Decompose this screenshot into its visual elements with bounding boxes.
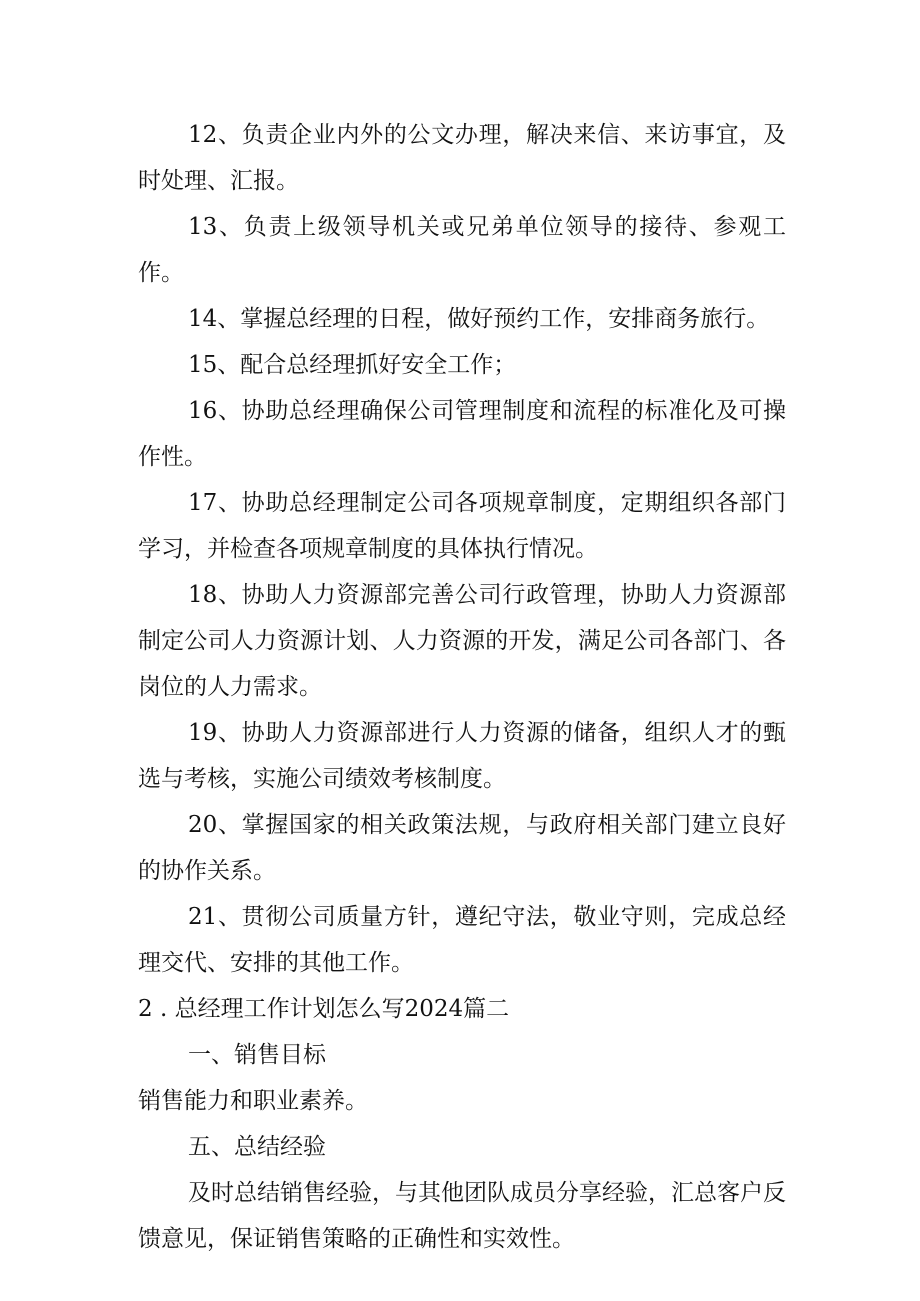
- list-item-13: 13、负责上级领导机关或兄弟单位领导的接待、参观工作。: [138, 214, 786, 286]
- list-item-18: 18、协助人力资源部完善公司行政管理，协助人力资源部制定公司人力资源计划、人力资源的开发，满足公司各部门、各岗位的人力需求。: [138, 582, 786, 700]
- list-item-15: 15、配合总经理抓好安全工作；: [188, 352, 517, 378]
- list-item-16: 16、协助总经理确保公司管理制度和流程的标准化及可操作性。: [138, 398, 786, 470]
- list-item-17: 17、协助总经理制定公司各项规章制度，定期组织各部门学习，并检查各项规章制度的具体执行情况。: [138, 490, 786, 562]
- body-line-sales-ability: 销售能力和职业素养。: [138, 1088, 368, 1114]
- list-item-20: 20、掌握国家的相关政策法规，与政府相关部门建立良好的协作关系。: [138, 812, 786, 884]
- sub-heading-sales-target: 一、销售目标: [188, 1042, 326, 1068]
- document-body: [138, 112, 786, 1262]
- list-item-19: 19、协助人力资源部进行人力资源的储备，组织人才的甄选与考核，实施公司绩效考核制度。: [138, 720, 786, 792]
- sub-heading-summary: 五、总结经验: [188, 1134, 326, 1160]
- section-heading: 2 . 总经理工作计划怎么写2024篇二: [138, 996, 510, 1022]
- list-item-21: 21、贯彻公司质量方针，遵纪守法，敬业守则，完成总经理交代、安排的其他工作。: [138, 904, 786, 976]
- summary-paragraph: 及时总结销售经验，与其他团队成员分享经验，汇总客户反馈意见，保证销售策略的正确性和实效性。: [138, 1180, 786, 1252]
- list-item-14: 14、掌握总经理的日程，做好预约工作，安排商务旅行。: [188, 306, 770, 332]
- list-item-12: 12、负责企业内外的公文办理，解决来信、来访事宜，及时处理、汇报。: [138, 122, 786, 194]
